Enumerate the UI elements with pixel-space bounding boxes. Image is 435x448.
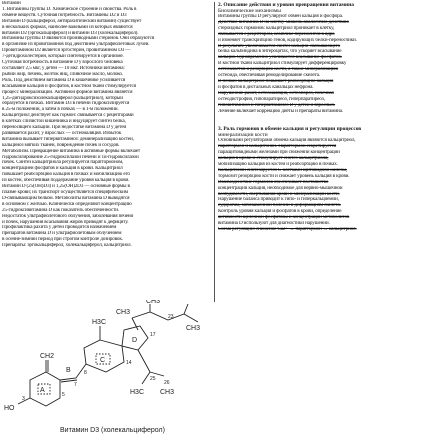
text-line: Профилактика рахита у детей проводится назначением (2, 225, 117, 231)
text-line: почек. Синтез кальцитриола регулируется паратгормоном, (2, 160, 124, 166)
text-line: переносящего кальций. При недостатке витамина D у детей (2, 125, 127, 131)
text-line: Схема регуляции: снижение Ca2+ → паратгормон → кальцитриол. (218, 227, 357, 232)
text-line: Суточная потребность в витамине D у взрослого человека (2, 60, 123, 66)
text-line: всасывание кальция и фосфатов, в костной ткани стимулируется (2, 83, 136, 89)
text-line: и почек, нарушения всасывания жиров приводят к дефициту. (2, 219, 129, 225)
structure-label: CH3 (160, 389, 175, 396)
text-line: остеодистрофия, гипопаратиреоз, гиперпаратиреоз, (218, 96, 325, 102)
atom-number: 14 (126, 360, 132, 366)
text-line: Витамин D (25(OH)D3) и 1,25(OH)2D3 — основные формы в (2, 184, 130, 190)
atom-number: 17 (150, 332, 156, 338)
atom-number: 23 (168, 314, 174, 320)
text-line: Кальцитриол действует как гормон: связывается с рецепторами (2, 113, 134, 119)
text-line: составляет 2,5 мкг, у детей — 10 мкг. Источники витамина: (2, 65, 125, 71)
ring-label: B (66, 367, 71, 374)
ring-label: D (132, 337, 138, 344)
text-line: активности щелочной фосфатазы и концентрации метаболитов (218, 215, 350, 221)
section1-body (218, 14, 433, 114)
atom-number: 8 (84, 370, 87, 376)
text-line: Действие витамина D на клетку-мишень аналогично действию (218, 19, 349, 25)
structure-label: H3C (92, 319, 107, 326)
text-line: и изменяет транскрипцию генов, кодирующих белки-переносчики. (218, 37, 357, 43)
text-line: рыбий жир, печень, желток яиц, сливочное масло, молоко. (2, 71, 123, 77)
text-line: в осенне-зимний период при строгом контроле дозировок. (2, 237, 123, 243)
structure-label: CH3 (116, 309, 131, 316)
text-line: кальция в крови и стимулирует синтез кальцитриола, (218, 156, 329, 162)
text-line: остеокластов и резорбцию кости, а также минерализацию (218, 67, 339, 73)
text-line: кальция. Одновременно усиливается всасывание фосфатов. (218, 55, 342, 61)
text-line: Кальцитонин синтезируется С-клетками щитовидной железы, (218, 167, 347, 173)
text-line: связывается с рецептором, комплекс переносится в ядро (218, 31, 335, 37)
text-line: гиповитаминоз и гипервитаминоз D у детей и взрослых. (218, 102, 336, 108)
structure-label: CH2 (40, 353, 55, 360)
text-line: из костей, обеспечивая поддержание уровня кальция в крови. (2, 178, 130, 184)
text-line: в клетках слизистой кишечника и индуцирует синтез белка, (2, 119, 126, 125)
column-divider (214, 2, 215, 302)
atom-number: 26 (164, 380, 170, 386)
header-label: Витамин (2, 1, 21, 6)
structure-label: HO (4, 405, 15, 412)
structure-label: H3C (130, 389, 145, 396)
text-line: Контроль уровня кальция и фосфатов в крови, определение (218, 209, 342, 215)
text-line: остеоида, обеспечивая ремоделирование скелета. (218, 73, 320, 79)
text-line: в организме из провитаминов под действием ультрафиолетовых лучей. (2, 42, 150, 48)
text-line: и фосфатов в дистальных канальцах нефрона. (218, 84, 314, 90)
text-line: Метаболизм. Превращение витамина в активные формы включает (2, 148, 140, 154)
text-line: Провитамином D2 является эргостерин, провитамином D3 — (2, 48, 131, 54)
text-line: Лечение включает коррекцию диеты и препараты витамина. (218, 108, 343, 114)
section2-subtitle: минерализации кости (218, 132, 268, 139)
text-line: витамина вызывает гипервитаминоз: деминерализацию костей, (2, 136, 134, 142)
section1-subtitle: Биохимические механизмы (218, 8, 281, 14)
chemical-structure-figure (0, 300, 213, 425)
text-line: Основными регуляторами обмена кальция являются кальцитриол, (218, 138, 356, 144)
figure-caption: Витамин D3 (холекальциферол) (60, 427, 165, 434)
text-line: образуется в почках. Витамин D3 в печени гидроксилируется (2, 101, 130, 107)
text-line: 7-дегидрохолестерин, который синтезируется в организме. (2, 54, 124, 60)
text-line: паратгормон и кальцитонин. Паратгормон секретируется (218, 144, 337, 150)
text-line: кальциноз мягких тканей, повреждение почек и сосудов. (2, 142, 120, 148)
text-line: D-связывающим белком. Метаболиты витамина D выводятся (2, 195, 130, 201)
text-line: плазме крови; их транспорт осуществляется специфическим (2, 190, 128, 195)
ring-label: C (100, 357, 106, 364)
text-line: концентрацией фосфатов и кальция в крови. Кальцитриол (2, 166, 123, 172)
text-line: в основном с желчью. Клинически определяют концентрацию (2, 201, 132, 207)
text-line: 25-гидроксивитамина D как показатель обеспеченности. (2, 207, 120, 213)
atom-number: 3 (22, 396, 25, 402)
text-line: 1. Витамины группы D. Химическое строение и свойства. Роль в (2, 6, 137, 12)
text-line: Недостаток ультрафиолетового облучения, заболевания печени (2, 213, 134, 219)
structure-label: CH3 (186, 325, 201, 332)
text-line: концентрации кальция, необходимое для нервно-мышечной (218, 185, 343, 191)
text-line: В почках кальцитриол повышает реабсорбцию кальция (218, 78, 334, 84)
text-line: развивается рахит, у взрослых — остеомаляция. Избыток (2, 130, 122, 136)
text-line: в 25-м положении, а затем в почках — в 1-м положении. (2, 107, 119, 113)
text-line: Нарушение баланса приводит к гипо- и гиперкальциемии, (218, 197, 339, 203)
text-line: Нарушения: рахит, остеомаляция, остеопороз, почечная (218, 90, 334, 96)
text-line: препаратов витамина D и ультрафиолетовым облучением (2, 231, 122, 237)
text-line: тормозит резорбцию кости и снижает уровень кальция в крови. (218, 173, 350, 179)
text-line: повышает реабсорбцию кальция в почках и мобилизацию его (2, 172, 130, 178)
structure-label: CH3 (146, 300, 161, 305)
text-line: витамина D используют для диагностики нарушений. (218, 221, 330, 227)
section1-title: 2. Описание действия и уровня превращения витамина (218, 2, 354, 8)
text-line: стероидных гормонов: кальцитриол проникает в клетку, (218, 25, 335, 31)
text-line: Витамины группы D регулируют обмен кальция и фосфора. (218, 14, 343, 19)
text-line: в нескольких формах, наиболее важными из которых являются (2, 24, 133, 30)
text-line: возбудимости, свёртывания крови и минерализации кости. (218, 191, 340, 197)
text-line: витамин D2 (эргокальциферол) и витамин D3 (холекальциферол). (2, 30, 139, 36)
cholecalciferol-structure-icon (0, 300, 213, 425)
text-line: белка кальбиндина в энтероцитах, что ускоряет всасывание (218, 49, 342, 55)
text-line: Препараты: эргокальциферол, холекальциферол, кальцитриол. (2, 243, 132, 249)
section2-body (218, 138, 433, 233)
text-line: Взаимодействие гормонов обеспечивает постоянство (218, 179, 329, 185)
atom-number: 5 (62, 392, 65, 398)
text-line: обмене веществ. Суточная потребность. Витамины D2 и D3 (2, 12, 127, 18)
text-line: судорогам, мочекаменной болезни и деформациям скелета. (218, 203, 341, 209)
left-column (2, 1, 213, 249)
right-column (218, 2, 433, 233)
text-line: 1,25-дигидроксихолекальциферол (кальцитриол), который (2, 95, 123, 101)
section2-title: 3. Роль гормонов в обмене кальция и регуляции процессов (218, 126, 362, 133)
atom-number: 7 (74, 382, 77, 388)
text-line: гидроксилирование 25-гидроксилазой печени и 1α-гидроксилазой (2, 154, 139, 160)
text-line: паращитовидными железами при снижении концентрации (218, 150, 340, 156)
text-line: Витамин D (кальциферол, антирахитический витамин) существует (2, 18, 142, 24)
text-line: В результате увеличивается синтез кальций-связывающего (218, 43, 341, 49)
text-line: мобилизацию кальция из костей и реабсорбцию в почках. (218, 162, 338, 168)
text-line: В костной ткани кальцитриол стимулирует дифференцировку (218, 61, 347, 67)
atom-number: 25 (150, 376, 156, 382)
ring-label: A (40, 387, 45, 394)
text-line: Витамины группы D являются производными стеринов. Они образуются (2, 36, 155, 42)
text-line: процесс минерализации. Активной формой витамина является (2, 89, 133, 95)
text-line: Роль. Под действием витамина D в кишечнике усиливается (2, 77, 125, 83)
